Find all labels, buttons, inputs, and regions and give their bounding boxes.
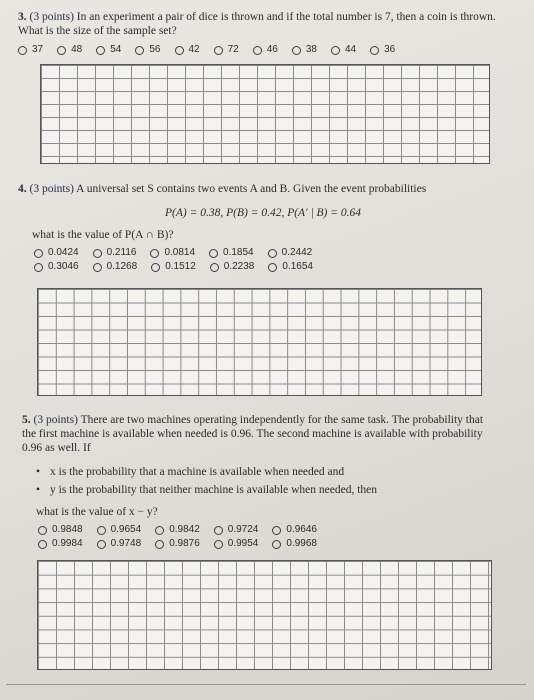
radio-icon[interactable] xyxy=(38,526,47,535)
option-label: 44 xyxy=(345,44,357,55)
answer-option[interactable] xyxy=(175,43,200,57)
answer-option[interactable] xyxy=(34,260,79,274)
answer-grid[interactable] xyxy=(37,288,482,396)
option-label: 56 xyxy=(149,44,161,55)
answer-option[interactable] xyxy=(96,43,121,57)
page-divider xyxy=(6,684,526,685)
answer-options-row xyxy=(38,523,492,537)
radio-icon[interactable] xyxy=(57,46,66,55)
radio-icon[interactable] xyxy=(272,540,281,549)
definition-list xyxy=(50,465,492,497)
answer-option[interactable] xyxy=(150,246,195,260)
radio-icon[interactable] xyxy=(292,46,301,55)
answer-option[interactable] xyxy=(209,246,254,260)
question-text: There are two machines operating independently for the same task. The probability that the first machine is available when needed is 0.96. The second machine is available with probability 0.96 as well. If xyxy=(22,414,484,454)
radio-icon[interactable] xyxy=(97,540,106,549)
answer-option[interactable] xyxy=(38,523,83,537)
question-3-prompt xyxy=(18,10,508,38)
question-3 xyxy=(18,10,508,57)
radio-icon[interactable] xyxy=(331,46,340,55)
radio-icon[interactable] xyxy=(34,249,43,258)
question-points: (3 points) xyxy=(33,414,78,426)
option-label: 0.9654 xyxy=(110,524,142,535)
question-subprompt: what is the value of x − y? xyxy=(36,506,158,518)
option-label: 42 xyxy=(188,44,200,55)
question-text: In an experiment a pair of dice is thrown and if the total number is 7, then a coin is thrown. What is the size of the sample set? xyxy=(18,11,496,37)
question-5-prompt xyxy=(22,413,492,455)
definition-item: • y is the probability that neither machine is available when needed, then xyxy=(50,483,492,497)
option-label: 37 xyxy=(32,44,44,55)
answer-options xyxy=(34,246,508,274)
answer-option[interactable] xyxy=(97,523,142,537)
option-label: 38 xyxy=(305,44,317,55)
option-label: 0.0814 xyxy=(164,247,196,258)
answer-option[interactable] xyxy=(272,537,317,551)
radio-icon[interactable] xyxy=(370,46,379,55)
option-label: 54 xyxy=(110,44,122,55)
answer-option[interactable] xyxy=(268,246,313,260)
radio-icon[interactable] xyxy=(175,46,184,55)
question-points: (3 points) xyxy=(29,11,74,23)
option-label: 0.1654 xyxy=(282,261,313,272)
answer-options-row xyxy=(34,260,508,274)
radio-icon[interactable] xyxy=(93,263,102,272)
option-label: 48 xyxy=(71,44,83,55)
option-label: 0.0424 xyxy=(48,247,79,258)
question-number: 4. xyxy=(18,183,27,195)
answer-option[interactable] xyxy=(18,43,43,57)
option-label: 36 xyxy=(384,44,396,55)
answer-option[interactable] xyxy=(93,260,138,274)
answer-option[interactable] xyxy=(214,537,259,551)
radio-icon[interactable] xyxy=(155,526,164,535)
answer-grid[interactable] xyxy=(40,64,490,164)
answer-option[interactable] xyxy=(93,246,137,260)
question-5 xyxy=(22,413,492,551)
question-4-prompt xyxy=(18,182,508,196)
option-label: 0.9724 xyxy=(227,524,259,535)
option-label: 0.9968 xyxy=(286,538,317,549)
option-label: 0.1268 xyxy=(106,261,138,272)
option-label: 0.9646 xyxy=(286,524,317,535)
radio-icon[interactable] xyxy=(268,249,277,258)
answer-option[interactable] xyxy=(331,43,356,57)
question-points: (3 points) xyxy=(29,183,74,195)
definition-item: • x is the probability that a machine is available when needed and xyxy=(50,465,492,479)
radio-icon[interactable] xyxy=(214,540,223,549)
radio-icon[interactable] xyxy=(96,46,105,55)
answer-option[interactable] xyxy=(151,260,196,274)
answer-option[interactable] xyxy=(253,43,278,57)
radio-icon[interactable] xyxy=(38,540,47,549)
answer-option[interactable] xyxy=(292,43,317,57)
answer-option[interactable] xyxy=(155,537,200,551)
answer-options-row xyxy=(38,537,492,551)
radio-icon[interactable] xyxy=(209,249,218,258)
radio-icon[interactable] xyxy=(272,526,281,535)
question-number: 5. xyxy=(22,414,31,426)
answer-grid[interactable] xyxy=(37,560,492,670)
option-label: 0.9748 xyxy=(110,538,142,549)
answer-option[interactable] xyxy=(57,43,82,57)
answer-option[interactable] xyxy=(370,43,395,57)
question-subprompt: what is the value of P(A ∩ B)? xyxy=(32,229,174,241)
probability-equation: P(A) = 0.38, P(B) = 0.42, P(A′ | B) = 0.64 xyxy=(165,207,361,219)
answer-option[interactable] xyxy=(214,43,239,57)
question-text: A universal set S contains two events A and B. Given the event probabilities xyxy=(76,183,427,195)
answer-option[interactable] xyxy=(268,260,313,274)
option-label: 0.2442 xyxy=(281,247,313,258)
answer-options xyxy=(18,43,508,57)
radio-icon[interactable] xyxy=(253,46,262,55)
radio-icon[interactable] xyxy=(214,46,223,55)
option-label: 0.3046 xyxy=(48,261,79,272)
option-label: 0.2238 xyxy=(223,261,255,272)
radio-icon[interactable] xyxy=(97,526,106,535)
option-label: 0.1512 xyxy=(165,261,196,272)
option-label: 0.9876 xyxy=(169,538,200,549)
option-label: 0.9842 xyxy=(169,524,200,535)
radio-icon[interactable] xyxy=(18,46,27,55)
answer-options-row xyxy=(34,246,508,260)
radio-icon[interactable] xyxy=(135,46,144,55)
option-label: 0.2116 xyxy=(106,247,137,258)
radio-icon[interactable] xyxy=(268,263,277,272)
radio-icon[interactable] xyxy=(210,263,219,272)
option-label: 0.9954 xyxy=(227,538,259,549)
answer-option[interactable] xyxy=(210,260,255,274)
option-label: 0.9984 xyxy=(52,538,83,549)
radio-icon[interactable] xyxy=(151,263,160,272)
answer-option[interactable] xyxy=(38,537,83,551)
radio-icon[interactable] xyxy=(93,249,102,258)
answer-option[interactable] xyxy=(214,523,259,537)
radio-icon[interactable] xyxy=(34,263,43,272)
radio-icon[interactable] xyxy=(214,526,223,535)
option-label: 0.9848 xyxy=(52,524,83,535)
radio-icon[interactable] xyxy=(155,540,164,549)
answer-option[interactable] xyxy=(34,246,79,260)
option-label: 0.1854 xyxy=(223,247,254,258)
answer-option[interactable] xyxy=(155,523,200,537)
question-4 xyxy=(18,182,508,274)
option-label: 72 xyxy=(227,44,239,55)
answer-option[interactable] xyxy=(97,537,142,551)
answer-option[interactable] xyxy=(272,523,317,537)
question-number: 3. xyxy=(18,11,27,23)
radio-icon[interactable] xyxy=(150,249,159,258)
answer-options xyxy=(38,523,492,551)
option-label: 46 xyxy=(266,44,278,55)
answer-option[interactable] xyxy=(135,43,160,57)
